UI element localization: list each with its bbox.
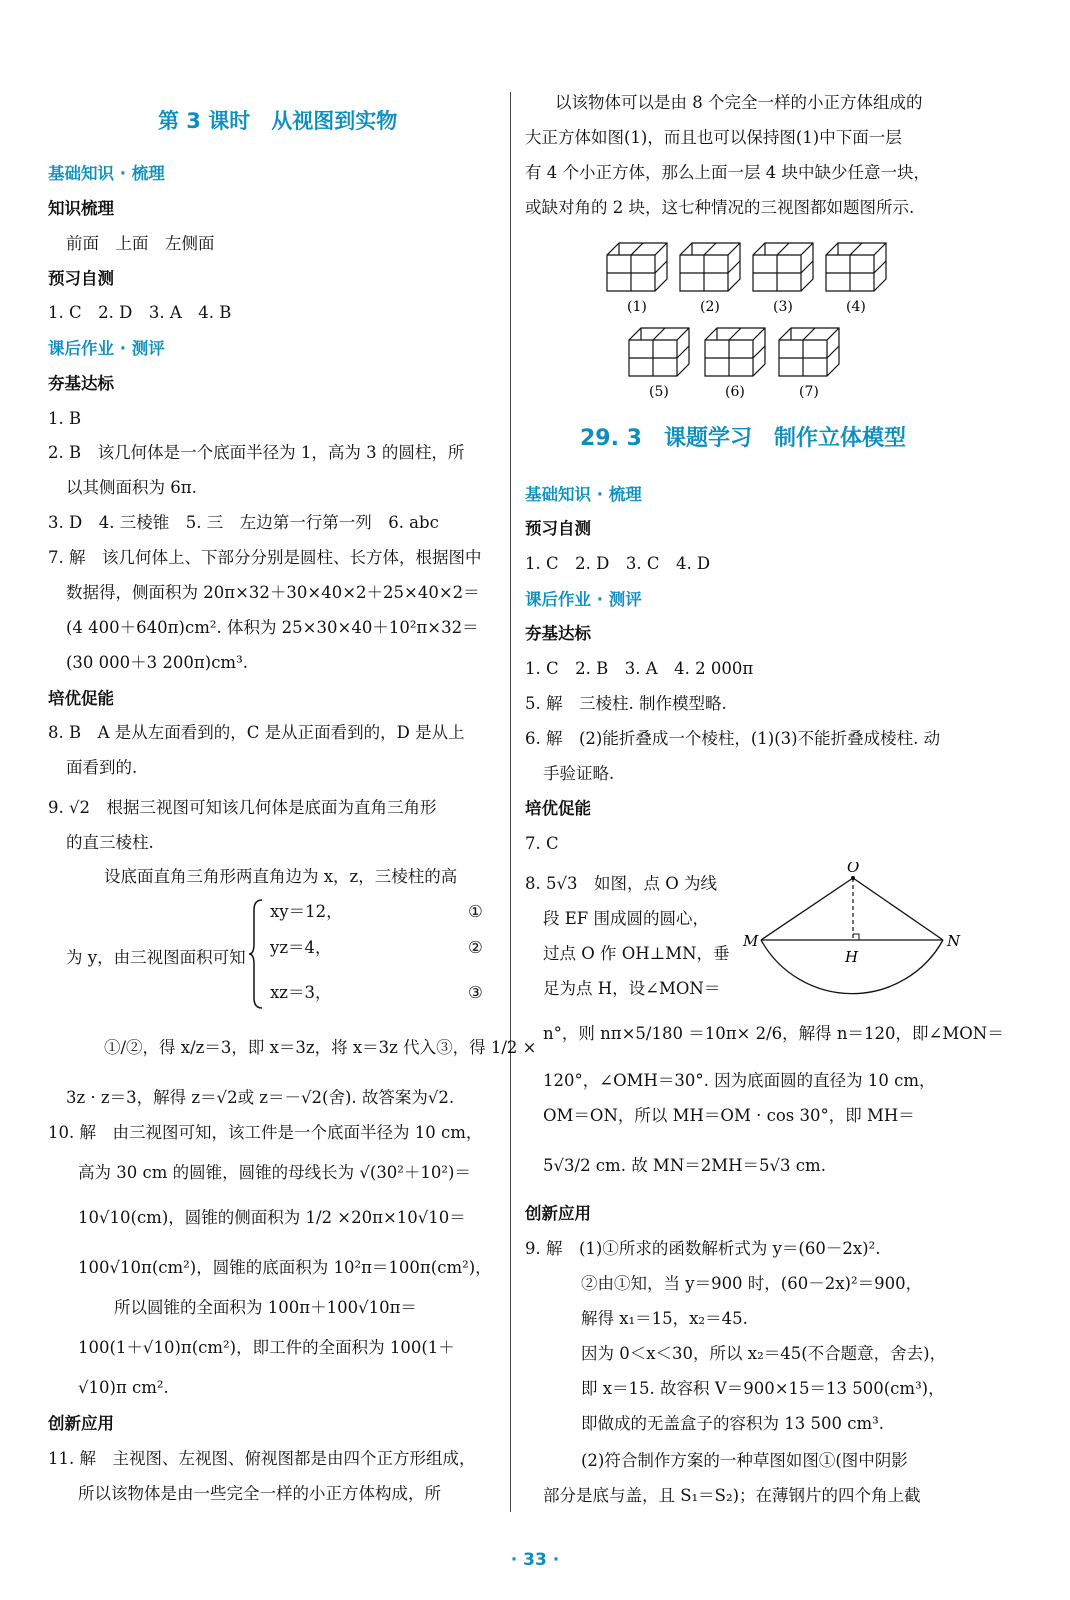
q8-line2-r: 段 EF 围成圆的圆心， xyxy=(543,909,709,928)
lesson-title: 第 3 课时 从视图到实物 xyxy=(158,109,398,133)
r-line3: 有 4 个小正方体，那么上面一层 4 块中缺少任意一块， xyxy=(525,163,930,182)
sub-improve-r: 培优促能 xyxy=(525,799,591,818)
q1: 1. B xyxy=(48,409,82,428)
preview-answers-r: 1. C 2. D 3. C 4. D xyxy=(525,554,711,573)
column-divider xyxy=(510,92,511,1512)
q6-line2: 手验证略. xyxy=(543,764,615,783)
q7-line1: 7. 解 该几何体上、下部分分别是圆柱、长方体，根据图中 xyxy=(48,548,482,567)
cube-label: (6) xyxy=(725,384,745,400)
cube-label: (5) xyxy=(649,384,669,400)
cube-label: (2) xyxy=(700,299,720,315)
cube-figure-4 xyxy=(826,243,886,315)
q9-eq2: yz＝4， xyxy=(270,938,332,957)
q9-line3: 设底面直角三角形两直角边为 x，z，三棱柱的高 xyxy=(104,867,458,886)
q7-line4: (30 000＋3 200π)cm³. xyxy=(66,653,248,672)
q10-line5: 所以圆锥的全面积为 100π＋100√10π＝ xyxy=(114,1298,417,1317)
q10-line4: 100√10π(cm²)，圆锥的底面积为 10²π＝100π(cm²)， xyxy=(78,1258,492,1277)
knowledge-line: 前面 上面 左侧面 xyxy=(66,234,215,253)
q5-r: 5. 解 三棱柱. 制作模型略. xyxy=(525,694,727,713)
q9-line6-r: 即做成的无盖盒子的容积为 13 500 cm³. xyxy=(581,1414,884,1433)
sub-preview-r: 预习自测 xyxy=(525,519,591,538)
sub-create-r: 创新应用 xyxy=(525,1204,591,1223)
label-M: M xyxy=(743,932,759,950)
q9-num1: ① xyxy=(468,902,483,921)
q8-line3-r: 过点 O 作 OH⊥MN，垂 xyxy=(543,944,730,963)
q9-line5: ①/②，得 x/z＝3，即 x＝3z，将 x＝3z 代入③，得 1/2 × xyxy=(104,1038,537,1057)
r-line1: 以该物体可以是由 8 个完全一样的小正方体组成的 xyxy=(555,93,923,112)
equation-brace xyxy=(248,898,266,1010)
q9-line1-r: 9. 解 (1)①所求的函数解析式为 y＝(60－2x)². xyxy=(525,1239,881,1258)
cube-label: (7) xyxy=(799,384,819,400)
cube-figure-7 xyxy=(779,328,839,400)
q10-line2: 高为 30 cm 的圆锥，圆锥的母线长为 √(30²＋10²)＝ xyxy=(78,1163,471,1182)
label-H: H xyxy=(845,948,859,966)
section-homework: 课后作业 · 测评 xyxy=(48,339,165,358)
q9-line4-r: 因为 0＜x＜30，所以 x₂＝45(不合题意，舍去)， xyxy=(581,1344,947,1363)
q8-line5-r: n°，则 nπ×5/180 ＝10π× 2/6，解得 n＝120，即∠MON＝ xyxy=(543,1024,1004,1043)
q8-line1-r: 8. 5√3 如图，点 O 为线 xyxy=(525,874,718,893)
q7-line3: (4 400＋640π)cm². 体积为 25×30×40＋10²π×32＝ xyxy=(66,618,479,637)
q6-line1: 6. 解 (2)能折叠成一个棱柱，(1)(3)不能折叠成棱柱. 动 xyxy=(525,729,941,748)
sub-base: 夯基达标 xyxy=(48,374,114,393)
cube-label: (1) xyxy=(627,299,647,315)
section-title-29-3: 29. 3 课题学习 制作立体模型 xyxy=(580,426,906,451)
q10-line1: 10. 解 由三视图可知，该工件是一个底面半径为 10 cm， xyxy=(48,1123,483,1142)
q9-line2-r: ②由①知，当 y＝900 时，(60－2x)²＝900， xyxy=(581,1274,923,1293)
sub-knowledge: 知识梳理 xyxy=(48,199,114,218)
r-line2: 大正方体如图(1)，而且也可以保持图(1)中下面一层 xyxy=(525,128,902,147)
q9-line2: 的直三棱柱. xyxy=(66,833,154,852)
sub-preview: 预习自测 xyxy=(48,269,114,288)
preview-answers: 1. C 2. D 3. A 4. B xyxy=(48,303,232,322)
q9-line6: 3z · z＝3，解得 z＝√2或 z＝－√2(舍). 故答案为√2. xyxy=(66,1088,455,1107)
q9-line3-r: 解得 x₁＝15，x₂＝45. xyxy=(581,1309,748,1328)
sub-improve: 培优促能 xyxy=(48,689,114,708)
q9-num2: ② xyxy=(468,938,483,957)
q8-line7-r: OM＝ON，所以 MH＝OM · cos 30°，即 MH＝ xyxy=(543,1106,915,1125)
cube-figure-1 xyxy=(607,243,667,315)
cube-figure-6 xyxy=(705,328,765,400)
q1-4-r: 1. C 2. B 3. A 4. 2 000π xyxy=(525,659,754,678)
sub-base-r: 夯基达标 xyxy=(525,624,591,643)
q2-line1: 2. B 该几何体是一个底面半径为 1，高为 3 的圆柱，所 xyxy=(48,443,465,462)
cube-figure-3 xyxy=(753,243,813,315)
q8-line1: 8. B A 是从左面看到的，C 是从正面看到的，D 是从上 xyxy=(48,723,465,742)
q9-line8-r: 部分是底与盖，且 S₁＝S₂)；在薄钢片的四个角上截 xyxy=(543,1486,921,1505)
cube-figures xyxy=(605,228,945,408)
label-O: O xyxy=(847,862,860,876)
cube-figure-2 xyxy=(680,243,740,315)
q10-line7: √10)π cm². xyxy=(78,1378,169,1397)
q8-line4-r: 足为点 H，设∠MON＝ xyxy=(543,979,721,998)
section-basic-knowledge-r: 基础知识 · 梳理 xyxy=(525,485,642,504)
q3-6: 3. D 4. 三棱锥 5. 三 左边第一行第一列 6. abc xyxy=(48,513,439,532)
page-number: · 33 · xyxy=(510,1550,560,1570)
section-basic-knowledge: 基础知识 · 梳理 xyxy=(48,164,165,183)
q11-line2: 所以该物体是由一些完全一样的小正方体构成，所 xyxy=(78,1484,441,1503)
q2-line2: 以其侧面积为 6π. xyxy=(66,478,197,497)
label-N: N xyxy=(947,932,961,950)
q7-line2: 数据得，侧面积为 20π×32＋30×40×2＋25×40×2＝ xyxy=(66,583,480,602)
q8-line2: 面看到的. xyxy=(66,758,138,777)
q7-r: 7. C xyxy=(525,834,559,853)
sub-create: 创新应用 xyxy=(48,1414,114,1433)
q11-line1: 11. 解 主视图、左视图、俯视图都是由四个正方形组成， xyxy=(48,1449,476,1468)
q9-line4: 为 y，由三视图面积可知 xyxy=(66,948,246,967)
r-line4: 或缺对角的 2 块，这七种情况的三视图都如题图所示. xyxy=(525,198,915,217)
cube-figure-5 xyxy=(629,328,689,400)
q10-line3: 10√10(cm)，圆锥的侧面积为 1/2 ×20π×10√10＝ xyxy=(78,1208,466,1227)
q8-line6-r: 120°，∠OMH＝30°. 因为底面圆的直径为 10 cm， xyxy=(543,1071,936,1090)
q9-line7-r: (2)符合制作方案的一种草图如图①(图中阴影 xyxy=(581,1451,908,1470)
q9-line5-r: 即 x＝15. 故容积 V＝900×15＝13 500(cm³)， xyxy=(581,1379,945,1398)
q9-line1: 9. √2 根据三视图可知该几何体是底面为直角三角形 xyxy=(48,798,437,817)
q9-num3: ③ xyxy=(468,983,483,1002)
q10-line6: 100(1＋√10)π(cm²)，即工件的全面积为 100(1＋ xyxy=(78,1338,455,1357)
cube-label: (3) xyxy=(773,299,793,315)
q9-eq1: xy＝12， xyxy=(270,902,343,921)
q9-eq3: xz＝3， xyxy=(270,983,332,1002)
q8-line8-r: 5√3/2 cm. 故 MN＝2MH＝5√3 cm. xyxy=(543,1156,826,1175)
cube-label: (4) xyxy=(846,299,866,315)
section-homework-r: 课后作业 · 测评 xyxy=(525,590,642,609)
sector-figure xyxy=(735,862,965,1002)
